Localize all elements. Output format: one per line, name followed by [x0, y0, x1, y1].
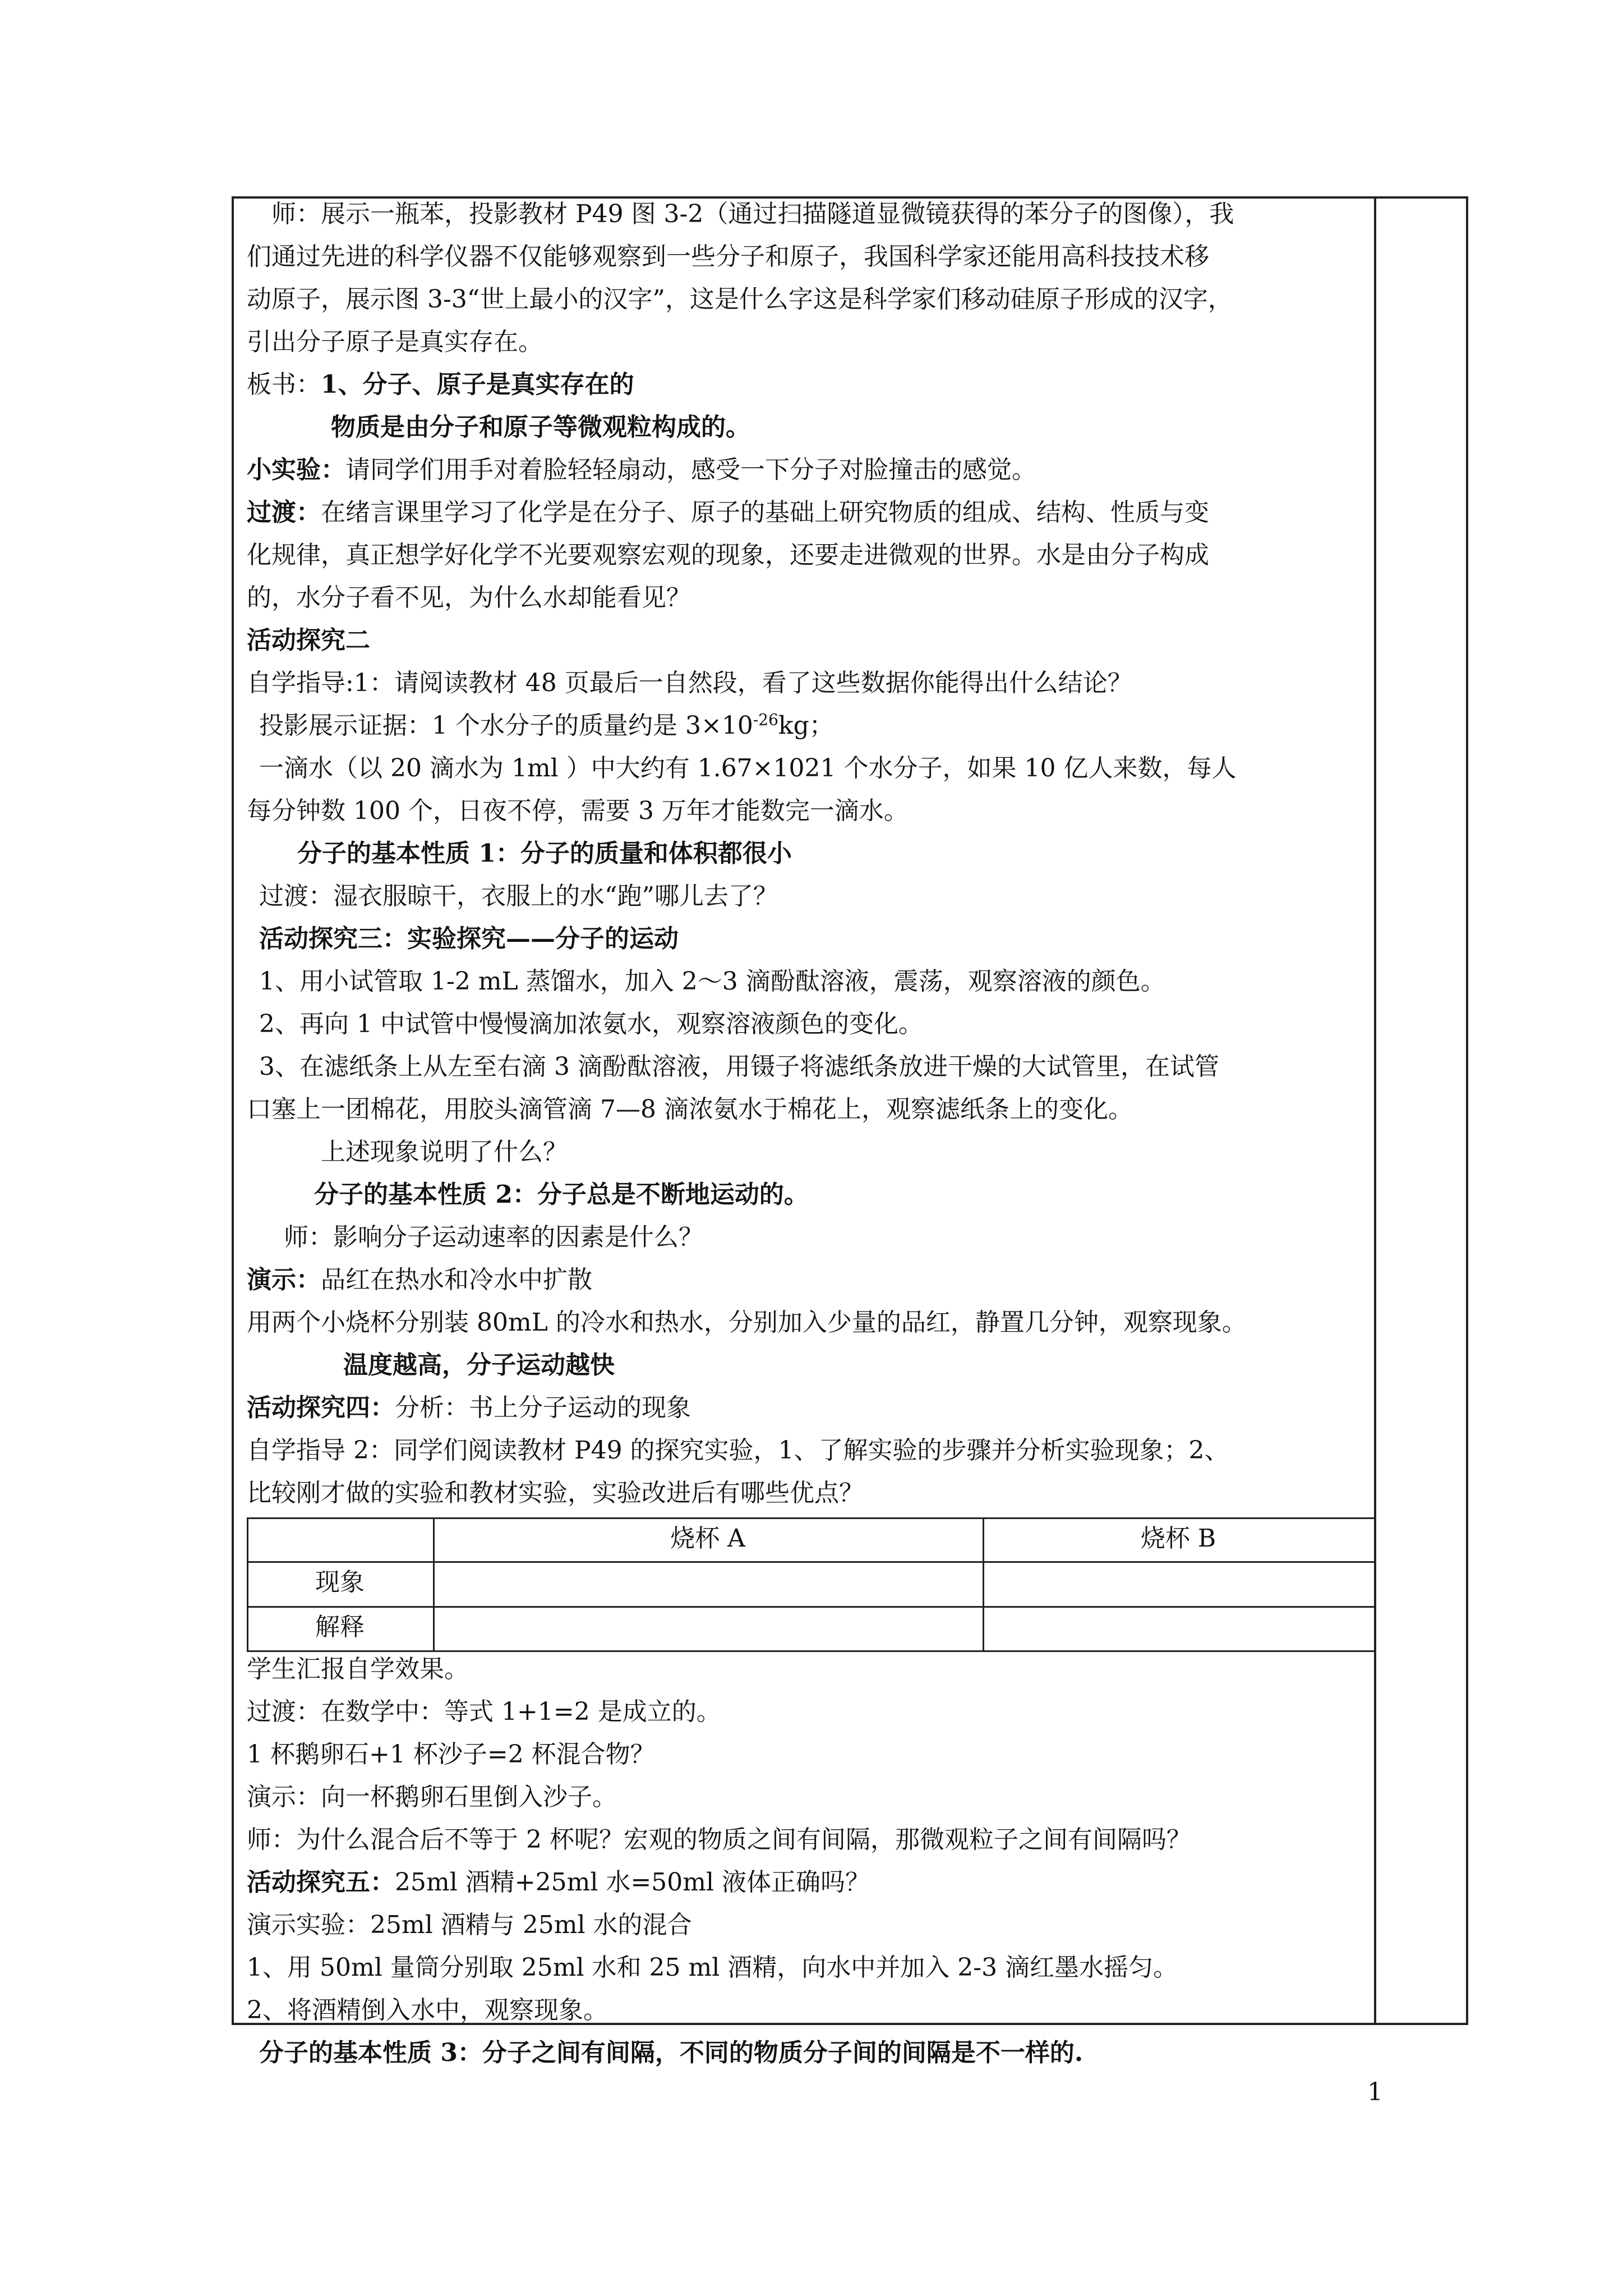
paragraph-line: 演示：向一杯鹅卵石里倒入沙子。: [247, 1783, 617, 1811]
paragraph-line: 的，水分子看不见，为什么水却能看见？: [247, 583, 691, 612]
table-row-label: 解释: [315, 1613, 365, 1641]
paragraph-line: 学生汇报自学效果。: [247, 1655, 469, 1683]
mini-experiment-text: 请同学们用手对着脸轻轻扇动，感受一下分子对脸撞击的感觉。: [345, 455, 1036, 484]
property-1: 分子的基本性质 1：分子的质量和体积都很小: [297, 839, 792, 868]
exponent: -26: [753, 710, 778, 729]
step-line: 1、用小试管取 1-2 mL 蒸馏水，加入 2～3 滴酚酞溶液，震荡，观察溶液的颜色。: [259, 967, 1165, 996]
mini-experiment-line: [247, 453, 1368, 487]
step-line: 3、在滤纸条上从左至右滴 3 滴酚酞溶液，用镊子将滤纸条放进干燥的大试管里，在试管: [259, 1052, 1219, 1081]
paragraph-line: 自学指导:1：请阅读教材 48 页最后一自然段，看了这些数据你能得出什么结论？: [247, 669, 1132, 697]
table-rule: [247, 1517, 1374, 1519]
paragraph-line: 师：影响分子运动速率的因素是什么？: [284, 1223, 703, 1251]
mini-experiment-label: 小实验：: [247, 455, 345, 484]
board-point-1: 1、分子、原子是真实存在的: [321, 370, 634, 399]
board-point-2: 物质是由分子和原子等微观粒构成的。: [331, 413, 750, 441]
step-line: 2、将酒精倒入水中，观察现象。: [247, 1996, 608, 2024]
paragraph-line: 演示实验：25ml 酒精与 25ml 水的混合: [247, 1911, 692, 1939]
activity-5-line: [247, 1866, 1368, 1899]
paragraph-line: 过渡：湿衣服晾干，衣服上的水“跑”哪儿去了？: [259, 882, 778, 910]
activity-4-line: [247, 1391, 1368, 1425]
paragraph-line: 比较刚才做的实验和教材实验，实验改进后有哪些优点？: [247, 1479, 864, 1507]
board-label: 板书：: [247, 370, 321, 399]
step-line: 1、用 50ml 量筒分别取 25ml 水和 25 ml 酒精，向水中并加入 2-3 滴红墨水摇匀。: [247, 1953, 1178, 1982]
evidence-text: 投影展示证据：1 个水分子的质量约是 3×10: [259, 711, 753, 740]
transition-line: [247, 496, 1368, 530]
property-2: 分子的基本性质 2：分子总是不断地运动的。: [314, 1180, 809, 1209]
paragraph-line: 师：为什么混合后不等于 2 杯呢？宏观的物质之间有间隔，那微观粒子之间有间隔吗？: [247, 1825, 1191, 1854]
temperature-conclusion: 温度越高，分子运动越快: [343, 1351, 615, 1379]
unit-text: kg；: [778, 711, 834, 740]
frame-border-left: [232, 196, 234, 2025]
question-line: 上述现象说明了什么？: [321, 1138, 568, 1166]
step-line: 2、再向 1 中试管中慢慢滴加浓氨水，观察溶液颜色的变化。: [259, 1010, 923, 1038]
paragraph-line: 们通过先进的科学仪器不仅能够观察到一些分子和原子，我国科学家还能用高科技技术移: [247, 242, 1209, 271]
table-header-cell: 烧杯 B: [1140, 1524, 1216, 1553]
paragraph-line: 一滴水（以 20 滴水为 1ml ）中大约有 1.67×1021 个水分子，如果 10 亿人来数，每人: [259, 754, 1237, 783]
frame-border-right: [1466, 196, 1468, 2025]
paragraph-line: 引出分子原子是真实存在。: [247, 328, 543, 356]
transition-text: 在绪言课里学习了化学是在分子、原子的基础上研究物质的组成、结构、性质与变: [321, 498, 1209, 527]
paragraph-line: 用两个小烧杯分别装 80mL 的冷水和热水，分别加入少量的品红，静置几分钟，观察现象。: [247, 1308, 1247, 1337]
activity-5-heading: 活动探究五：: [247, 1868, 395, 1897]
table-row-label: 现象: [315, 1568, 365, 1596]
frame-border-divider: [1374, 196, 1376, 2025]
paragraph-line: 动原子，展示图 3-3“世上最小的汉字”，这是什么字这是科学家们移动硅原子形成的汉字，: [247, 285, 1233, 314]
page-number: 1: [1367, 2078, 1383, 2106]
demo-text: 品红在热水和冷水中扩散: [321, 1266, 592, 1294]
observation-table: [247, 1517, 1374, 1652]
table-rule: [247, 1650, 1374, 1652]
paragraph-line: 过渡：在数学中：等式 1+1=2 是成立的。: [247, 1697, 721, 1726]
property-3: 分子的基本性质 3：分子之间有间隔，不同的物质分子间的间隔是不一样的.: [259, 2039, 1083, 2067]
table-rule: [247, 1561, 1374, 1563]
evidence-line: [259, 709, 1381, 743]
demo-label: 演示：: [247, 1266, 321, 1294]
paragraph-line: 师：展示一瓶苯，投影教材 P49 图 3-2（通过扫描隧道显微镜获得的苯分子的图像），我: [247, 200, 1234, 228]
board-heading-line: [247, 368, 1368, 402]
paragraph-line: 自学指导 2：同学们阅读教材 P49 的探究实验，1、了解实验的步骤并分析实验现象；2、: [247, 1436, 1229, 1465]
paragraph-line: 口塞上一团棉花，用胶头滴管滴 7—8 滴浓氨水于棉花上，观察滤纸条上的变化。: [247, 1095, 1133, 1124]
activity-4-text: 分析：书上分子运动的现象: [395, 1393, 691, 1422]
paragraph-line: 1 杯鹅卵石+1 杯沙子=2 杯混合物？: [247, 1740, 655, 1769]
activity-5-text: 25ml 酒精+25ml 水=50ml 液体正确吗？: [395, 1868, 870, 1897]
activity-2-heading: 活动探究二: [247, 626, 370, 655]
table-header-cell: 烧杯 A: [670, 1524, 745, 1553]
demo-line: [247, 1263, 1368, 1297]
paragraph-line: 化规律，真正想学好化学不光要观察宏观的现象，还要走进微观的世界。水是由分子构成: [247, 541, 1209, 569]
activity-4-heading: 活动探究四：: [247, 1393, 395, 1422]
activity-3-heading: 活动探究三：实验探究——分子的运动: [259, 924, 679, 953]
table-rule: [247, 1606, 1374, 1608]
transition-label: 过渡：: [247, 498, 321, 527]
paragraph-line: 每分钟数 100 个，日夜不停，需要 3 万年才能数完一滴水。: [247, 797, 909, 825]
